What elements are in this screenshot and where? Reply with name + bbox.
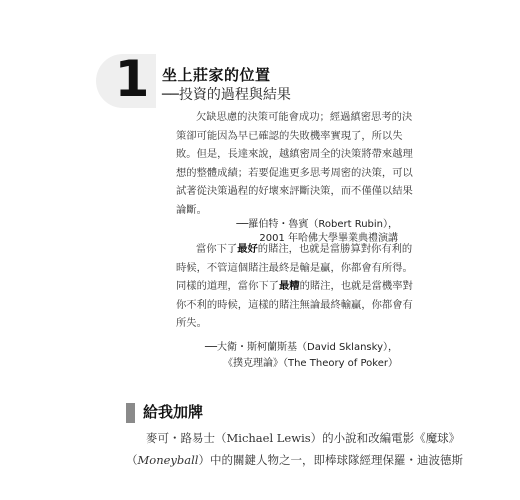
quote-text: 的賭注，也就是當機率對 [299,280,413,292]
quote-line: 想的整體成績；若要促進更多思考周密的決策，可以 [176,166,413,179]
quote-line: 欠缺思慮的決策可能會成功；經過縝密思考的決 [196,111,413,123]
book-title-italic: Moneyball [137,453,199,467]
quote-line: 策卻可能因為早已確認的失敗機率實現了，所以失 [176,129,403,142]
epigraph-attribution-detail: 《撲克理論》（The Theory of Poker） [222,358,398,369]
body-text: （ [126,453,138,467]
quote-emphasis: 最好 [237,243,258,255]
quote-text: 同樣的道理，當你下了 [176,280,279,292]
chapter-subtitle: ──投資的過程與結果 [162,87,291,103]
epigraph-rubin [176,108,413,219]
quote-line: 論斷。 [176,203,207,216]
quote-emphasis: 最糟 [278,280,300,292]
body-text-line [126,452,463,468]
quote-text: 的賭注，也就是當勝算對你有利的 [257,243,413,255]
chapter-title: 坐上莊家的位置 [162,66,271,84]
quote-line: 時候，不管這個賭注最終是輸是贏，你都會有所得。 [176,261,413,274]
quote-line [176,277,413,296]
epigraph-attribution-name: ──羅伯特・魯賓（Robert Rubin）， [236,219,398,230]
quote-line: 試著從決策過程的好壞來評斷決策，而不僅僅以結果 [176,185,413,197]
epigraph-sklansky [176,240,413,333]
quote-text: 當你下了 [196,243,238,255]
section-heading: 給我加牌 [143,403,204,421]
quote-line: 你不利的時候，這樣的賭注無論最終輸贏，你都會有 [176,298,413,311]
body-text-line: 麥可・路易士（Michael Lewis）的小說和改編電影《魔球》 [146,431,461,445]
epigraph-attribution-detail: 2001 年哈佛大學畢業典禮演講 [259,233,398,244]
body-text: ）中的關鍵人物之一，即棒球隊經理保羅・迪波德斯 [198,453,463,467]
quote-line: 敗。但是，長達來說，越縝密周全的決策將帶來越理 [176,148,413,160]
quote-line [176,240,413,259]
quote-line: 所失。 [176,317,207,329]
chapter-number: 1 [114,50,150,108]
section-marker-bar [126,403,135,423]
epigraph-attribution-name: ──大衛・斯柯蘭斯基（David Sklansky）， [204,342,398,353]
